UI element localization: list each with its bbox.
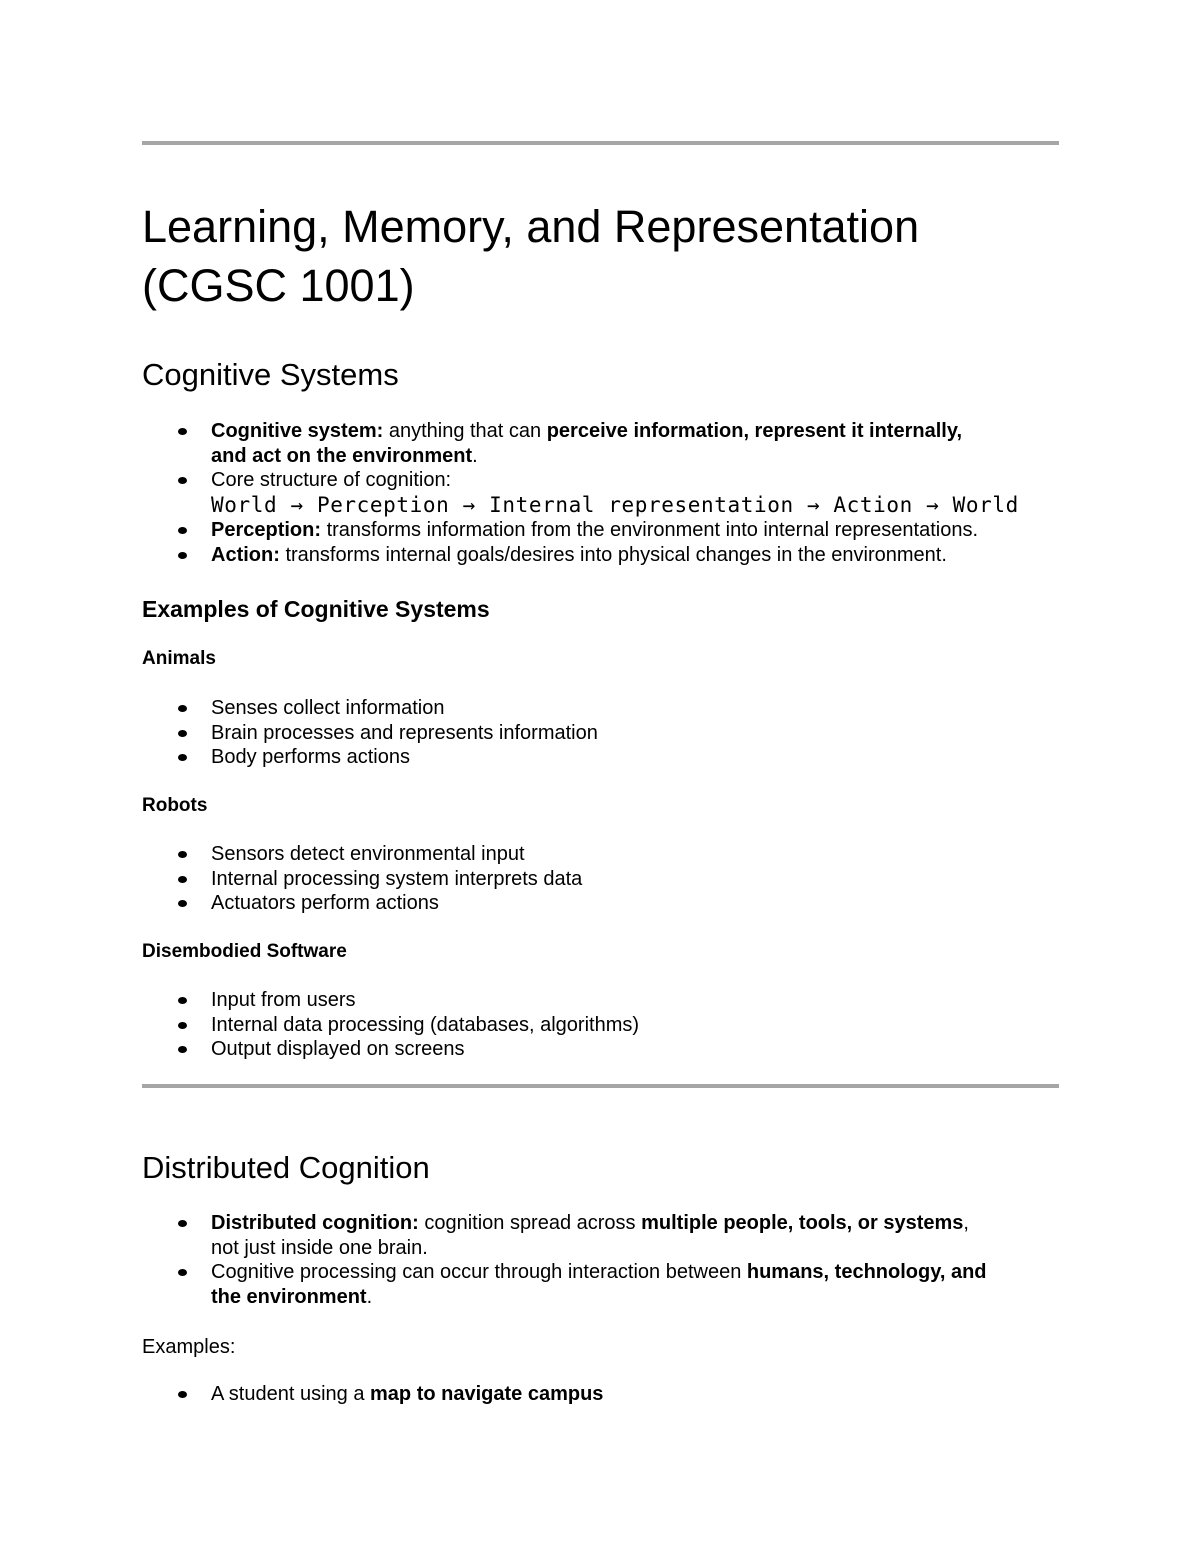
term-label: Action: [211,543,280,566]
list-item-text: anything that can [383,420,547,442]
category-label-software: Disembodied Software [142,941,347,962]
list-item-text: A student using a [211,1383,371,1405]
bullet-icon [178,705,187,712]
emphasis-text: and act on the environment [211,444,473,467]
term-label: Perception: [211,519,322,542]
list-item-text: Output displayed on screens [211,1038,465,1061]
bullet-icon [178,1046,187,1053]
list-item-text: Input from users [211,989,356,1011]
examples-label: Examples: [142,1336,236,1358]
category-label-robots: Robots [142,795,208,816]
list-item-text: Core structure of cognition: [211,469,452,492]
bullet-icon [178,1269,187,1276]
list-item-text: . [472,444,478,467]
list-item [142,1382,1059,1407]
list-item-text: Brain processes and represents information [211,721,598,744]
bullet-icon [178,754,187,761]
list-item [142,419,1059,468]
bullet-icon [178,730,187,737]
animals-list [142,696,1059,770]
list-item [142,891,1059,916]
software-list [142,988,1059,1062]
bullet-icon [178,876,187,883]
section-heading-cognitive-systems: Cognitive Systems [142,357,399,392]
list-item [142,721,1059,746]
list-item-text: Senses collect information [211,697,445,719]
list-item-text: Body performs actions [211,746,410,769]
list-item [142,1211,1059,1260]
list-item [142,1260,1059,1309]
list-item-text: , [963,1212,969,1234]
list-item [142,518,1059,543]
distributed-cognition-list [142,1211,1059,1309]
cognitive-systems-list [142,419,1059,568]
list-item [142,696,1059,721]
cognition-flow: World → Perception → Internal representation → Action → World [211,492,1019,517]
bullet-icon [178,552,187,559]
bullet-icon [178,428,187,435]
bullet-icon [178,527,187,534]
emphasis-text: multiple people, tools, or systems [641,1212,964,1234]
page-title-line-2: (CGSC 1001) [142,260,415,311]
emphasis-text: the environment [211,1285,367,1308]
list-item [142,1037,1059,1062]
list-item-text: Cognitive processing can occur through interaction between [211,1261,747,1284]
subheading-examples: Examples of Cognitive Systems [142,596,490,622]
list-item [142,1013,1059,1038]
list-item-text: Internal processing system interprets data [211,867,583,890]
list-item-text: transforms information from the environment into internal representations. [321,519,979,542]
term-label: Distributed cognition: [211,1212,419,1234]
robots-list [142,842,1059,916]
bullet-icon [178,1220,187,1227]
term-label: Cognitive system: [211,420,384,442]
horizontal-rule [142,141,1059,145]
list-item-text: not just inside one brain. [211,1236,428,1259]
page-title-line-1: Learning, Memory, and Representation [142,201,920,252]
list-item-text: Sensors detect environmental input [211,843,525,865]
emphasis-text: humans, technology, and [746,1261,987,1284]
bullet-icon [178,851,187,858]
list-item [142,842,1059,867]
emphasis-text: perceive information, represent it internally, [546,420,963,442]
list-item [142,468,1059,518]
horizontal-rule [142,1084,1059,1088]
list-item-text: . [366,1285,373,1308]
bullet-icon [178,1391,187,1398]
list-item-text: cognition spread across [418,1212,642,1234]
bullet-icon [178,997,187,1004]
list-item-text: Internal data processing (databases, algorithms) [211,1013,640,1036]
list-item [142,745,1059,770]
emphasis-text: map to navigate campus [370,1383,604,1405]
bullet-icon [178,900,187,907]
category-label-animals: Animals [142,648,216,669]
bullet-icon [178,1022,187,1029]
list-item-text: transforms internal goals/desires into physical changes in the environment. [279,543,947,566]
list-item [142,543,1059,568]
bullet-icon [178,477,187,484]
list-item [142,988,1059,1013]
page-title [142,197,1059,315]
distributed-examples-list [142,1382,1059,1407]
list-item [142,867,1059,892]
section-heading-distributed-cognition: Distributed Cognition [142,1150,430,1185]
list-item-text: Actuators perform actions [211,892,439,915]
